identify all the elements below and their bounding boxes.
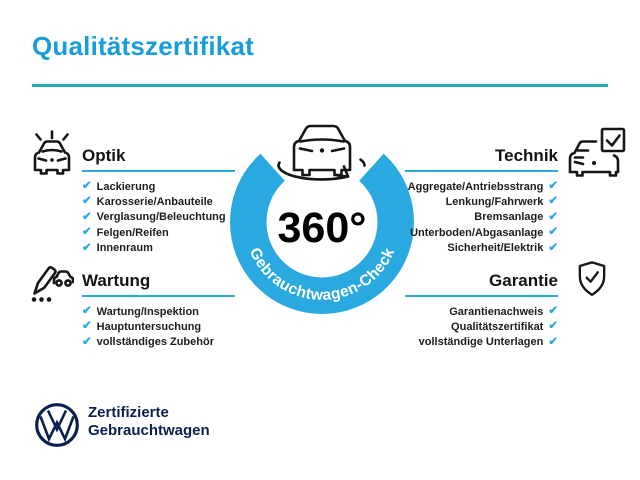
check-icon: ✔ [548,304,558,317]
section-rule-garantie [405,295,558,297]
technik-item-list [368,179,558,256]
pencil-checklist-car-icon [28,257,74,303]
footer-line-2: Gebrauchtwagen [88,422,210,439]
section-title-optik: Optik [82,146,126,165]
check-icon: ✔ [82,304,92,317]
check-icon: ✔ [82,335,92,348]
check-icon: ✔ [548,320,558,333]
list-item: ✔ Verglasung/Beleuchtung [82,210,226,224]
check-icon: ✔ [82,226,92,239]
section-title-garantie: Garantie [489,271,558,290]
ring-label: Gebrauchtwagen-Check [245,245,399,305]
check-icon: ✔ [548,335,558,348]
section-rule-optik [82,170,235,172]
list-item: ✔ Hauptuntersuchung [82,320,202,334]
wartung-item-list [82,304,272,350]
page-title: Qualitätszertifikat [32,31,254,61]
section-rule-wartung [82,295,235,297]
check-icon: ✔ [82,320,92,333]
check-icon: ✔ [548,241,558,254]
list-item: Lenkung/Fahrwerk ✔ [445,195,558,209]
vw-logo [33,401,81,449]
check-icon: ✔ [548,226,558,239]
car-headlights-icon [30,129,74,177]
section-title-technik: Technik [495,146,558,165]
check-icon: ✔ [548,195,558,208]
list-item: ✔ Wartung/Inspektion [82,304,199,318]
title-divider [32,84,608,87]
shield-check-icon [574,259,610,299]
list-item: Qualitätszertifikat ✔ [451,320,558,334]
section-title-wartung: Wartung [82,271,151,290]
list-item: ✔ Lackierung [82,179,156,193]
check-icon: ✔ [548,210,558,223]
list-item: ✔ Karosserie/Anbauteile [82,195,213,209]
check-icon: ✔ [82,195,92,208]
check-icon: ✔ [82,241,92,254]
degrees-label: 360° [277,204,367,252]
list-item: Sicherheit/Elektrik ✔ [447,241,558,255]
check-icon: ✔ [82,179,92,192]
list-item: ✔ Innenraum [82,241,153,255]
check-icon: ✔ [82,210,92,223]
list-item: Garantienachweis ✔ [449,304,558,318]
list-item: ✔ Felgen/Reifen [82,226,169,239]
footer-line-1: Zertifizierte [88,404,169,421]
optik-item-list [82,179,272,256]
list-item: Aggregate/Antriebsstrang ✔ [407,179,558,193]
list-item: ✔ vollständiges Zubehör [82,335,214,349]
list-item: Bremsanlage ✔ [474,210,558,224]
car-checkbox-icon [566,127,628,179]
footer-brand-text [88,404,210,440]
section-rule-technik [405,170,558,172]
list-item: vollständige Unterlagen ✔ [418,335,558,349]
list-item: Unterboden/Abgasanlage ✔ [410,226,558,239]
check-icon: ✔ [548,179,558,192]
garantie-item-list [368,304,558,350]
